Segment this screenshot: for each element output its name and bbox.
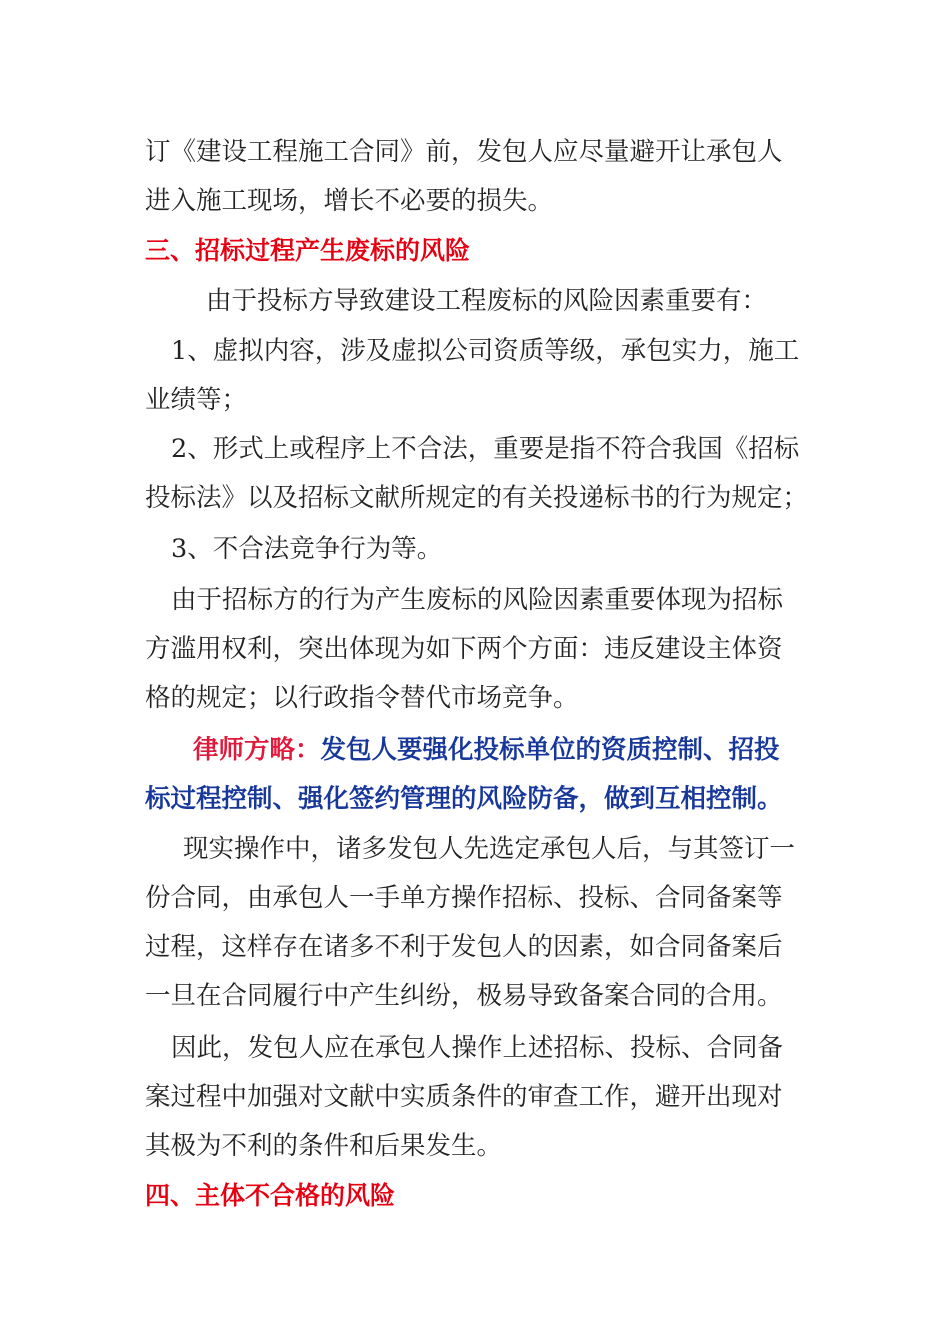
list-item-3 <box>145 525 810 574</box>
strategy-text: 发包人要强化投标单位的资质控制、招投 <box>320 735 780 765</box>
paragraph-line: 由于招标方的行为产生废标的风险因素重要体现为招标 <box>171 585 784 615</box>
section-heading-3: 三、招标过程产生废标的风险 <box>145 236 471 265</box>
paragraph-line: 进入施工现场，增长不必要的损失。 <box>145 186 554 216</box>
paragraph-line: 方滥用权利，突出体现为如下两个方面：违反建设主体资 <box>145 634 783 664</box>
strategy-label: 律师方略： <box>193 735 321 765</box>
paragraph-bidder-intro <box>206 277 871 326</box>
paragraph-line: 其极为不利的条件和后果发生。 <box>145 1131 503 1161</box>
list-item-2 <box>145 425 810 523</box>
list-item-1 <box>145 327 810 425</box>
paragraph-line: 订《建设工程施工合同》前，发包人应尽量避开让承包人 <box>145 137 783 167</box>
paragraph-line: 由于投标方导致建设工程废标的风险因素重要有： <box>206 286 768 316</box>
paragraph-practice <box>145 825 810 1021</box>
paragraph-line: 3、不合法竞争行为等。 <box>171 534 443 564</box>
paragraph-line: 过程，这样存在诸多不利于发包人的因素，如合同备案后 <box>145 932 783 962</box>
paragraph-line: 1、虚拟内容，涉及虚拟公司资质等级，承包实力，施工 <box>171 336 800 366</box>
paragraph-line: 因此，发包人应在承包人操作上述招标、投标、合同备 <box>171 1033 784 1063</box>
paragraph-line: 份合同，由承包人一手单方操作招标、投标、合同备案等 <box>145 883 783 913</box>
section-heading-4: 四、主体不合格的风险 <box>145 1181 396 1210</box>
paragraph-line: 投标法》以及招标文献所规定的有关投递标书的行为规定； <box>145 483 809 513</box>
paragraph-contract-signing <box>145 128 810 226</box>
lawyer-strategy <box>145 726 810 824</box>
strategy-line <box>145 726 810 775</box>
paragraph-line: 现实操作中，诸多发包人先选定承包人后，与其签订一 <box>183 834 796 864</box>
paragraph-line: 2、形式上或程序上不合法，重要是指不符合我国《招标 <box>171 434 800 464</box>
paragraph-tenderer-risk <box>145 576 810 723</box>
paragraph-line: 一旦在合同履行中产生纠纷，极易导致备案合同的合用。 <box>145 981 783 1011</box>
paragraph-line: 业绩等； <box>145 385 248 415</box>
paragraph-line: 格的规定；以行政指令替代市场竞争。 <box>145 683 579 713</box>
strategy-text: 标过程控制、强化签约管理的风险防备，做到互相控制。 <box>145 784 783 814</box>
paragraph-therefore <box>145 1024 810 1171</box>
paragraph-line: 案过程中加强对文献中实质条件的审查工作，避开出现对 <box>145 1082 783 1112</box>
